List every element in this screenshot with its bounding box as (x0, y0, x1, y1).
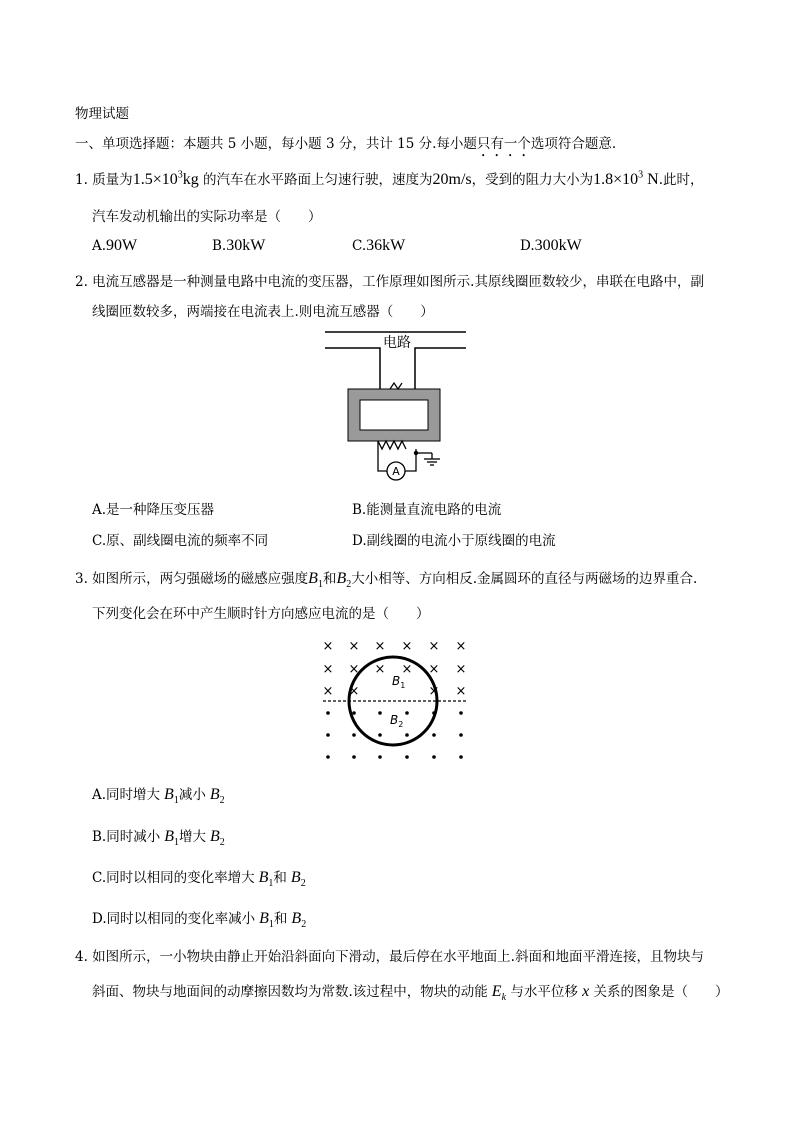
q1-option-d: D.300kW (520, 237, 582, 254)
b1-symbol: $B_1$ (308, 570, 323, 591)
svg-text:×: × (428, 684, 440, 699)
q4-stem-line1: 4. 如图所示，一小物块由静止开始沿斜面向下滑动，最后停在水平地面上.斜面和地面平滑连接，且物块与 (75, 949, 704, 965)
q3-stem-line1: 3. 如图所示，两匀强磁场的磁感应强度$B_1$和$B_2$大小相等、方向相反.金属圆环的直径与两磁场的边界重合. (75, 570, 698, 591)
svg-text:×: × (428, 639, 440, 654)
b1-label: $B_1$ (392, 674, 406, 690)
q1-option-b: B.30kW (212, 237, 266, 254)
q1-speed: 20m/s (432, 171, 472, 188)
q1-option-a: A.90W (92, 237, 138, 254)
svg-text:×: × (455, 684, 467, 699)
svg-text:×: × (322, 639, 334, 654)
circuit-left-wire (325, 348, 380, 389)
q1-force: $1.8\times 10^3$ N (593, 169, 659, 188)
svg-text:×: × (348, 639, 360, 654)
q1-text: 质量为 (92, 172, 133, 188)
primary-coil (390, 383, 402, 389)
svg-text:×: × (348, 684, 360, 699)
current-transformer-figure (320, 325, 470, 485)
q1-text-2: 的汽车在水平路面上匀速行驶，速度为 (203, 172, 433, 188)
q3-option-b: B.同时减小 $B_1$增大 $B_2$ (92, 828, 225, 849)
svg-text:×: × (322, 684, 334, 699)
svg-text:×: × (374, 662, 386, 677)
doc-title: 物理试题 (75, 106, 129, 122)
ground-icon (424, 459, 440, 465)
svg-text:×: × (401, 639, 413, 654)
q2-stem-line1: 2. 电流互感器是一种测量电路中电流的变压器，工作原理如图所示.其原线圈匝数较少，串联在电路中，副 (75, 274, 704, 290)
q3-option-d: D.同时以相同的变化率减小 $B_1$和 $B_2$ (92, 910, 307, 931)
field-into-page-crosses (323, 639, 467, 699)
q1-stem-line1 (75, 168, 704, 189)
section-header-tail: 选项符合题意. (530, 136, 617, 152)
core-window (360, 400, 428, 430)
q1-text-3: ，受到的阻力大小为 (471, 172, 594, 188)
q1-text-4: .此时， (658, 172, 704, 188)
q4-stem-line2: 斜面、物块与地面间的动摩擦因数均为常数.该过程中，物块的动能 $E_k$ 与水平位移 x 关系的图象是（ ） (92, 983, 729, 1004)
b2-symbol: $B_2$ (336, 570, 352, 591)
svg-text:×: × (322, 662, 334, 677)
secondary-coil (378, 441, 406, 449)
section-header-text: 一、单项选择题：本题共 5 小题，每小题 3 分，共计 15 分.每小题 (75, 136, 477, 152)
ek-symbol: $E_k$ (491, 983, 507, 1004)
q1-option-c: C.36kW (352, 237, 406, 254)
q2-option-a: A.是一种降压变压器 (92, 502, 215, 518)
svg-text:×: × (455, 662, 467, 677)
magnetic-field-figure (318, 635, 473, 765)
ammeter-label: A (392, 465, 400, 478)
b2-label: $B_2$ (390, 713, 404, 729)
q2-stem-line2: 线圈匝数较多，两端接在电流表上.则电流互感器（ ） (92, 304, 434, 320)
circuit-right-wire (415, 348, 466, 389)
section-emphasis: 只有一个 (476, 136, 531, 152)
q2-option-b: B.能测量直流电路的电流 (352, 502, 502, 518)
svg-text:×: × (374, 639, 386, 654)
q3-stem-line2: 下列变化会在环中产生顺时针方向感应电流的是（ ） (92, 606, 430, 622)
q1-stem-line2: 汽车发动机输出的实际功率是（ ） (92, 209, 322, 225)
q3-option-c: C.同时以相同的变化率增大 $B_1$和 $B_2$ (92, 869, 306, 890)
svg-text:×: × (455, 639, 467, 654)
q1-number: 1. (75, 172, 88, 188)
x-symbol: x (582, 983, 590, 1000)
q1-mass: $1.5\times 10^3kg$ (132, 169, 199, 188)
q3-option-a: A.同时增大 $B_1$减小 $B_2$ (92, 786, 225, 807)
section-header (75, 132, 616, 160)
svg-text:×: × (401, 662, 413, 677)
meter-wire-left (378, 441, 387, 471)
q2-option-c: C.原、副线圈电流的频率不同 (92, 533, 269, 549)
circuit-label: 电路 (383, 335, 411, 351)
q2-option-d: D.副线圈的电流小于原线圈的电流 (352, 533, 556, 549)
svg-text:×: × (428, 662, 440, 677)
svg-text:×: × (348, 662, 360, 677)
